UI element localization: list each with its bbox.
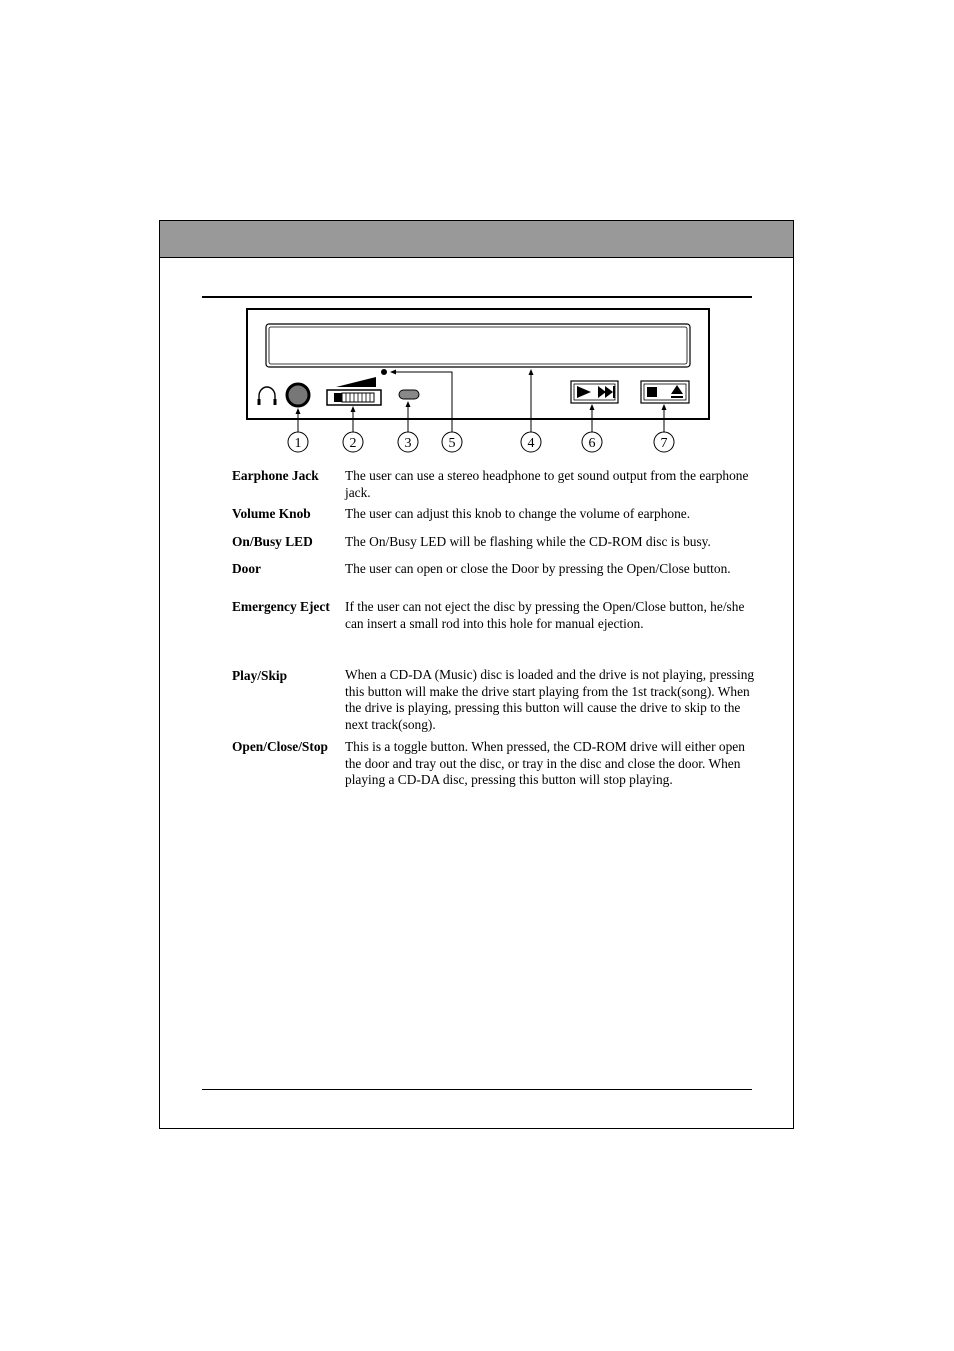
- stop-icon: [647, 387, 657, 397]
- term-label: Earphone Jack: [232, 468, 319, 483]
- cdrom-front-panel-diagram: [240, 305, 720, 455]
- callout-number: 4: [527, 436, 535, 451]
- door: [266, 324, 690, 367]
- header-band: [160, 221, 793, 258]
- play-skip-button[interactable]: [571, 381, 618, 403]
- term-label: Emergency Eject: [232, 599, 330, 614]
- term-description: If the user can not eject the disc by pressing the Open/Close button, he/she can insert a small rod into this hole for manual ejection.: [345, 599, 745, 631]
- term-label: Play/Skip: [232, 668, 288, 683]
- bottom-rule: [202, 1089, 752, 1090]
- emergency-eject-hole[interactable]: [381, 369, 387, 375]
- term-label: Open/Close/Stop: [232, 739, 328, 754]
- term-description: When a CD-DA (Music) disc is loaded and the drive is not playing, pressing this button will make the drive start playing from the 1st track(song). When the drive is playing, pressing this button will cause the drive to skip to the next track(song).: [345, 667, 755, 732]
- top-rule: [202, 296, 752, 298]
- callout-number: 1: [294, 436, 302, 451]
- volume-knob[interactable]: [327, 390, 381, 405]
- term-label: On/Busy LED: [232, 534, 313, 549]
- callout-number: 6: [588, 436, 596, 451]
- earphone-jack[interactable]: [287, 384, 309, 406]
- on-busy-led: [399, 390, 419, 399]
- term-description: The user can open or close the Door by pressing the Open/Close button.: [345, 561, 731, 576]
- open-close-stop-button[interactable]: [641, 381, 689, 403]
- term-description: The On/Busy LED will be flashing while the CD-ROM disc is busy.: [345, 534, 711, 549]
- term-description: This is a toggle button. When pressed, the CD-ROM drive will either open the door and tray out the disc, or tray in the disc and close the door. When playing a CD-DA disc, pressing this button will stop playing.: [345, 739, 745, 788]
- term-description: The user can use a stereo headphone to get sound output from the earphone jack.: [345, 468, 749, 500]
- callout-number: 3: [404, 436, 412, 451]
- callout-number: 5: [448, 436, 456, 451]
- callout-number: 7: [660, 436, 668, 451]
- term-label: Volume Knob: [232, 506, 311, 521]
- callout-number: 2: [349, 436, 357, 451]
- term-description: The user can adjust this knob to change the volume of earphone.: [345, 506, 691, 521]
- term-label: Door: [232, 561, 262, 576]
